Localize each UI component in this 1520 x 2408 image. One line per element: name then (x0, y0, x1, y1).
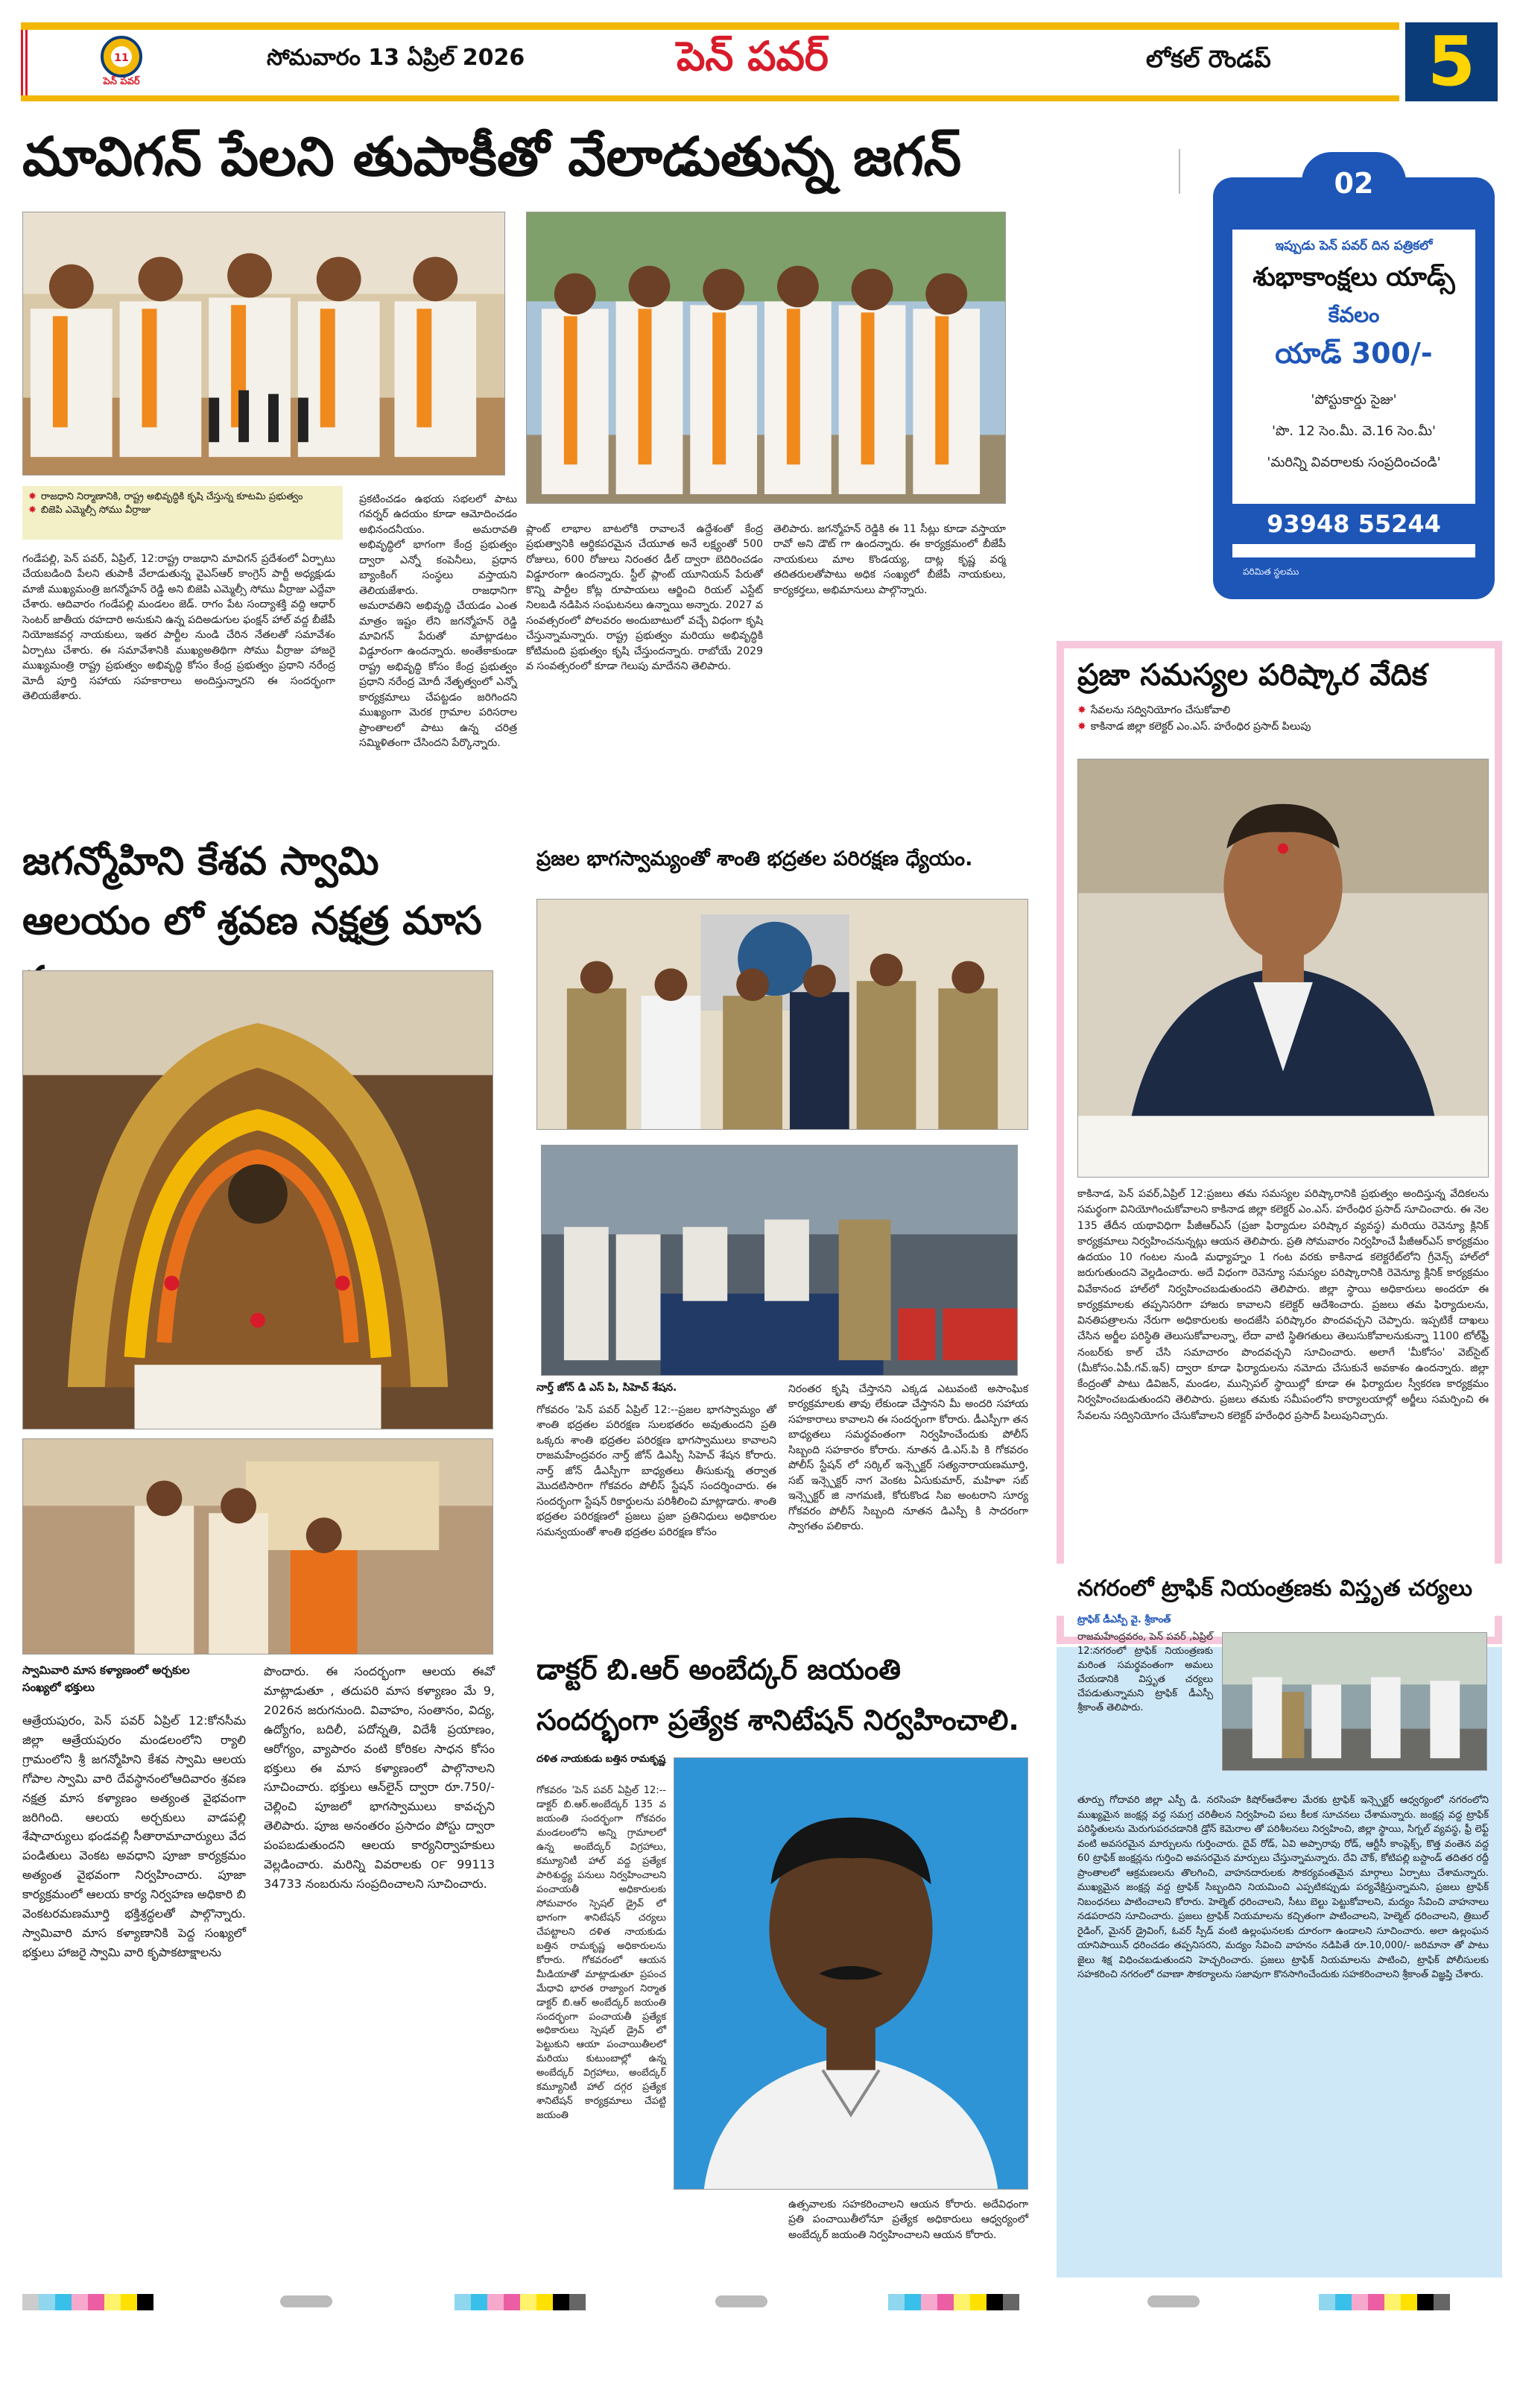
story4-headline: డాక్టర్ బి.ఆర్ అంబేద్కర్ జయంతి సందర్భంగా ప్రత్యేక శానిటేషన్ నిర్వహించాలి. (536, 1653, 1019, 1737)
story1-col4: తెలిపారు. జగన్మోహన్ రెడ్డికి ఈ 11 సీట్లు కూడా వస్తాయా రావో అని డౌట్ గా ఉందన్నారు. ఈ కార్యక్రమంలో బీజేపీ నాయకులు మాల కొండయ్య, దాట్ల కృష్ణ వర్మ తదితరులతోపాటు అధిక సంఖ్యలో బీజేపీ నాయకులు, కార్యకర్తలు, అభిమానులు పాల్గొన్నారు. (773, 523, 1006, 596)
ad-line5: 'పోస్టుకార్డు సైజు' (1311, 392, 1397, 408)
story5-bullet-1: ✸ సేవలను సద్వినియోగం చేసుకోవాలి (1077, 704, 1231, 716)
story4-photo-portrait (674, 1757, 1028, 2190)
story1-caption-1: ✸ రాజధాని నిర్మాణానికి, రాష్ట్ర అభివృద్ధికి కృషి చేస్తున్న కూటమి ప్రభుత్వం (28, 491, 303, 502)
color-registration-bar-2 (455, 2294, 586, 2310)
story4-byline: దళిత నాయకుడు బత్తిన రామకృష్ణ (536, 1754, 666, 1765)
story3-headline: ప్రజల భాగస్వామ్యంతో శాంతి భద్రతల పరిరక్షణ ధ్యేయం. (536, 847, 973, 870)
story2-caption: స్వామివారి మాస కళ్యాణంలో అర్చకుల సంఖ్యలో భక్తులు (22, 1663, 190, 1694)
ad-line1: ఇప్పుడు పెన్ పవర్ దిన పత్రికలో (1275, 238, 1433, 253)
bullet-icon: ✸ (28, 505, 37, 516)
svg-text:11: 11 (114, 52, 129, 64)
masthead-title: పెన్ పవర్ (677, 33, 829, 80)
story1-caption-2: ✸ బిజెపి ఎమ్మెల్సీ సోము వీర్రాజు (28, 505, 151, 516)
story3-photo-dsp (536, 899, 1028, 1130)
story5-body: కాకినాడ, పెన్ పవర్,ఏప్రిల్ 12:ప్రజలు తమ సమస్యల పరిష్కారానికి ప్రభుత్వం అందిస్తున్న వేదికలను సమర్థంగా వినియోగించుకోవాలని కాకినాడ జిల్లా కలెక్టర్ ఎం.ఎస్. హరేంధిర ప్రసాద్ సూచించారు. ఈ నెల 135 తేదీన యథావిధిగా పీజీఆర్ఎస్ (ప్రజా ఫిర్యాదుల పరిష్కార వ్యవస్థ) మరియు రెవెన్యూ క్లినిక్ కార్యక్రమాలు నిర్వహించనున్నట్లు ఆయన తెలిపారు. ప్రతి సోమవారం నిర్వహించే పీజీఆర్ఎస్ కార్యక్రమం ఉదయం 10 గంటల నుండి మధ్యాహ్నం 1 గంట వరకు కాకినాడ కలెక్టరేట్‌లోని గ్రీవెన్స్ హాల్‌లో జరుగుతుందని వెల్లడించారు. అదే విధంగా రెవెన్యూ సమస్యల పరిష్కారానికి రెవెన్యూ క్లినిక్ కార్యక్రమం వివేకానంద హాల్‌లో నిర్వహించబడుతుందని తెలిపారు. జిల్లా స్థాయి అధికారులు అందరూ ఈ కార్యక్రమాలకు తప్పనిసరిగా హాజరు కావాలని కలెక్టర్ ఆదేశించారు. ప్రజలు తమ ఫిర్యాదులను, వినతిపత్రాలను నేరుగా అధికారులకు అందజేసి పరిష్కారం పొందవచ్చని చెప్పారు. ఇప్పటికే దాఖలు చేసిన అర్జీల పరిస్థితి తెలుసుకోవాలన్నా, లేదా వాటి స్థితిగతులు తెలుసుకోవాలనుకున్నా 1100 టోల్‌ఫ్రీ నంబర్‌కు కాల్ చేసి సమాచారం పొందవచ్చని సూచించారు. అలాగే 'మీకోసం' వెబ్‌సైట్ (మీకోసం.ఏపీ.గవ్.ఇన్) ద్వారా కూడా ఫిర్యాదులను నమోదు చేసుకునే అవకాశం ఉందన్నారు. జిల్లా కేంద్రంతో పాటు డివిజన్, మండల, మున్సిపల్ స్థాయిల్లో కూడా ఈ ఫిర్యాదుల స్వీకరణ కార్యక్రమం నిర్వహించబడుతుందని తెలిపారు. ప్రజలు తమకు సమీపంలోని కార్యాలయాల్లో అర్జీలు సమర్పించి ఈ సేవలను సద్వినియోగం చేసుకోవాలని కలెక్టర్ హరేంధిర ప్రసాద్ పిలుపునిచ్చారు. (1077, 1188, 1489, 1422)
story4-col1: గోకవరం 'పెన్ పవర్ ఏప్రిల్ 12:-- డాక్టర్ బి.ఆర్.అంబేద్కర్ 135 వ జయంతి సందర్భంగా గోకవరం మండలంలోని అన్ని గ్రామాలలో ఉన్న అంబేద్కర్ విగ్రహాలు, కమ్యూనిటీ హాల్ వద్ద ప్రత్యేక పారిశుద్ధ్య పనులు నిర్వహించాలని పంచాయతీ అధికారులకు సోమవారం స్పెషల్ డ్రైవ్ లో భాగంగా శానిటేషన్ చర్యలు చేపట్టాలని దళిత నాయకుడు బత్తిన రామకృష్ణ అధికారులను కోరారు. గోకవరంలో ఆయన మీడియాతో మాట్లాడుతూ ప్రపంచ మేధావి భారత రాజ్యాంగ నిర్మాత డాక్టర్ బి.ఆర్ అంబేద్కర్ జయంతి సందర్భంగా పంచాయతీ ప్రత్యేక అధికారులు స్పెషల్ డ్రైవ్ లో పెట్టుకుని ఆయా పంచాయితీలలో మరియు కుటుంబాల్లో ఉన్న అంబేద్కర్ విగ్రహాలు, అంబేద్కర్ కమ్యూనిటీ హాల్ దగ్గర ప్రత్యేక శానిటేషన్ కార్యక్రమాలు చేపట్టి జయంతి (536, 1785, 666, 2122)
ad-line7: 'మరిన్ని వివరాలకు సంప్రదించండి' (1267, 455, 1441, 470)
ad-phone: 93948 55244 (1232, 504, 1475, 544)
story2-photo-deity (22, 970, 493, 1429)
ad-line3: కేవలం (1328, 303, 1380, 327)
story4-col2: ఉత్సవాలకు సహకరించాలని ఆయన కోరారు. అదేవిధంగా ప్రతి పంచాయితీలోనూ ప్రత్యేక అధికారులు ఆధ్వర్యంలో అంబేద్కర్ జయంతి నిర్వహించాలని ఆయన కోరారు. (788, 2199, 1028, 2241)
story2-col2: పొందారు. ఈ సందర్భంగా ఆలయ ఈవో మాట్లాడుతూ , తదుపరి మాస కళ్యాణం మే 9, 2026న జరుగనుంది. వివాహం, సంతానం, విద్య, ఉద్యోగం, బదిలీ, పదోన్నతి, విదేశీ ప్రయాణం, ఆరోగ్యం, వ్యాపారం వంటి కోరికల సాధన కోసం భక్తులు ఈ మాస కళ్యాణంలో పాల్గొనాలని సూచించారు. భక్తులు ఆన్‌లైన్ ద్వారా రూ.750/- చెల్లించి పూజలో భాగస్వాములు కావచ్చని తెలిపారు. పూజ అనంతరం ప్రసాదం పోస్టు ద్వారా పంపబడుతుందని ఆలయ కార్యనిర్వాహకులు వెల్లడించారు. మరిన్ని వివరాలకు ౦౯ 99113 34733 నంబరును సంప్రదించాలని సూచించారు. (264, 1664, 495, 1891)
story2-col1: ఆత్రేయపురం, పెన్ పవర్ ఏప్రిల్ 12:కోనసీమ జిల్లా ఆత్రేయపురం మండలంలోని ర్యాలి గ్రామంలోని శ్రీ జగన్మోహిని కేశవ స్వామి ఆలయ గోపాల స్వామి వారి దేవస్థానంలోఆదివారం శ్రవణ నక్షత్ర మాస కళ్యాణం అత్యంత వైభవంగా జరిగింది. ఆలయ అర్చకులు వాడపల్లి శేషాచార్యులు భండవల్లి సీతారామాచార్యులు వేద పండితులు వెంకట అవధాని పూజా కార్యక్రమం అత్యంత వైభవంగా నిర్వహించారు. పూజా కార్యక్రమంలో ఆలయ కార్య నిర్వహణ అధికారి బి వెంకటరమణమూర్తి భక్తిశ్రద్ధలతో పాల్గొన్నారు. స్వామివారి మాస కళ్యాణానికి పెద్ద సంఖ్యలో భక్తులు హాజరై స్వామి వారి కృపాకటాక్షాలను (22, 1713, 246, 1959)
story1-col3: ప్లాంట్ లాభాల బాటలోకి రావాలనే ఉద్దేశంతో కేంద్ర ప్రభుత్వానికి ఆర్థికపరమైన చేయూత అనే లక్ష్యంతో 500 రోజులు, 600 రోజులు నిరంతర డీల్ ద్వారా బెదిరించడం విడ్డూరంగా ఉందన్నారు. స్టీల్ ప్లాంట్ యూనియన్ పేరుతో కొన్ని పార్టీల కోట్ల రూపాయలు ఆర్జించి రియల్ ఎస్టేట్ నిలబడి నడిపిన సంఘటనలు ఉన్నాయి అన్నారు. 2027 వ సంవత్సరంలో పోలవరం అందుబాటులో వచ్చే విధంగా కృషి చేస్తున్నామన్నారు. రాష్ట్ర ప్రభుత్వం మరియు అభివృద్ధికి కోటిమంది ప్రభుత్వం కృషి చేస్తుందన్నారు. రాబోయే 2029 వ సంవత్సరంలో కూడా గెలుపు మాదేనని తెలిపారు. (526, 523, 763, 672)
column-divider (1179, 149, 1180, 194)
page-number: 5 (1405, 22, 1498, 101)
story2-headline: జగన్మోహిని కేశవ స్వామి ఆలయం లో శ్రవణ నక్షత్ర మాస (22, 839, 482, 944)
story6-headline: నగరంలో ట్రాఫిక్ నియంత్రణకు విస్తృత చర్యలు (1077, 1576, 1473, 1602)
color-registration-bar-1 (22, 2294, 153, 2310)
story1-col2: ప్రకటించడం ఉభయ సభలలో పాటు గవర్నర్ ఉదయం కూడా ఆమోదించడం అభినందనీయం. అమరావతి అభివృద్ధిలో భాగంగా కేంద్ర ప్రభుత్వం ద్వారా ఎన్నో కంపెనీలు, ప్రధాన బ్యాంకింగ్ సంస్థలు వస్తాయని తెలియజేశారు. రాజధానిగా అమరావతిని అభివృద్ధి చేయడం ఎంత మాత్రం ఇష్టం లేని జగన్మోహన్ రెడ్డి మావిగన్ పేరుతో మాట్లాడటం విడ్డూరంగా ఉందన్నారు. అంతేకాకుండా రాష్ట్ర అభివృద్ధి కోసం కేంద్ర ప్రభుత్వం ప్రధాని నరేంద్ర మోదీ నేతృత్వంలో ఎన్నో కార్యక్రమాలు చేపట్టడం జరిగిందని ముఖ్యంగా మెరక గ్రామాల పరిసరాల ప్రాంతాలలో పాటు ఉన్న చరిత్ర సమ్మిళితంగా చేసిందని పేర్కొన్నారు. (359, 493, 517, 749)
story1-photo-right (526, 212, 1006, 504)
story3-caption: నార్త్ జోన్ డి ఎస్ పి, సిహెచ్ శేషన. (536, 1382, 677, 1394)
story6-lead: రాజమహేంద్రవరం, పెన్ పవర్ ,ఏప్రిల్ 12:నగరంలో ట్రాఫిక్ నియంత్రణకు మరింత సమర్థవంతంగా అమలు చేయడానికి విస్తృత చర్యలు చేపడుతున్నామని ట్రాఫిక్ డీఎస్పీ శ్రీకాంత్ తెలిపారు. (1077, 1631, 1213, 1713)
story5-bullet-2: ✸ కాకినాడ జిల్లా కలెక్టర్ ఎం.ఎస్. హరేంధిర ప్రసాద్ పిలుపు (1077, 721, 1311, 733)
logo-text: పెన్ పవర్ (103, 76, 140, 87)
registration-pill-3 (1147, 2295, 1200, 2307)
story1-caption-box (22, 486, 343, 540)
story5-photo-collector (1077, 759, 1489, 1178)
story2-photo-ritual (22, 1438, 493, 1655)
registration-pill-1 (280, 2295, 332, 2307)
ad-line2: శుభాకాంక్షలు యాడ్స్ (1253, 262, 1455, 292)
issue-date: సోమవారం 13 ఏప్రిల్ 2026 (267, 45, 525, 71)
story5-bullets (1077, 702, 1495, 736)
story3-col2: నిరంతర కృషి చేస్తానని ఎక్కడ ఎటువంటి అసాంఘిక కార్యక్రమాలకు తావు లేకుండా చేస్తానని మీ అందరి సహాయ సహకారాలు కావాలని ఈ సందర్భంగా కోరారు. డీఎస్పీగా తన బాధ్యతలు సమర్థవంతంగా నిర్వహించేందుకు పోలీస్ సిబ్బంది సహకారం కోరారు. నూతన డి.ఎస్.పి కి గోకవరం పోలీస్ స్టేషన్ లో సర్కిల్ ఇన్స్పెక్టర్ సత్యనారాయణమూర్తి, సబ్ ఇన్స్పెక్టర్ నాగ వెంకట ఏసుకుమార్, మహిళా సబ్ ఇన్స్పెక్టర్ జి నాగమణి, కోరుకొండ సిఐ అంటరాని సూర్య గోకవరం పోలీస్ సిబ్బంది నూతన డిఎస్పీ కి సాదరంగా స్వాగతం పలికారు. (788, 1383, 1028, 1532)
story1-headline: మావిగన్ పేలని తుపాకీతో వేలాడుతున్న జగన్ (22, 125, 962, 188)
story1-photo-left (22, 212, 505, 475)
bullet-icon: ✸ (1077, 721, 1086, 733)
story5-headline: ప్రజా సమస్యల పరిష్కార వేదిక (1077, 658, 1428, 692)
ad-box (1213, 167, 1495, 599)
masthead-top-rule (21, 22, 1399, 30)
story6-body: తూర్పు గోదావరి జిల్లా ఎస్పీ డి. నరసింహ కిషోర్ఆదేశాల మేరకు ట్రాఫిక్ ఇన్స్పెక్టర్ ఆధ్వర్యంలో నగరంలోని ముఖ్యమైన జంక్షన్ల వద్ద సమగ్ర చరితీలన నిర్వహించి పలు కీలక సూచనలు చేశామన్నారు. జంక్షన్ల వద్ద ట్రాఫిక్ పరిస్థితులను మెరుగుపరచడానికి డ్రోన్ కెమెరాల తో పరిశీలనలు నిర్వహించి, జిల్లా స్థాయి, సిగ్నల్ వ్యవస్థ, ఫ్రీ లెఫ్ట్ వంటి అవసరమైన మార్పులను గుర్తించారు. దైవ్ రోడ్, ఏవి అప్పారావు రోడ్, ఆర్టీసీ కాంప్లెక్స్, కొత్త వంతెన వద్ద 60 ట్రాఫిక్ జంక్షన్లను గుర్తించి అవసరమైన మార్పులు చేస్తున్నామన్నారు. దేవి చౌక్, కోటిపల్లి బస్టాండ్ తదితర రద్దీ ప్రాంతాలలో ఆక్రమణలను తొలగించి, వాహనదారులకు సౌకర్యవంతమైన మార్గాలు ఏర్పాటు చేశామన్నారు. ముఖ్యమైన జంక్షన్ల వద్ద ట్రాఫిక్ సిబ్బందిని నియమించి ఎప్పటికప్పుడు పర్యవేక్షిస్తున్నామని, ప్రజలు ట్రాఫిక్ నిబంధనలు పాటించాలని కోరారు. హెల్మెట్ ధరించాలని, సీటు బెల్టు పెట్టుకోవాలని, మద్యం సేవించి వాహనాలు నడపరాదని సూచించారు. ప్రజలు ట్రాఫిక్ నియమాలను కచ్చితంగా పాటించాలని, హెల్మెట్ ధరించాలని, త్రిబుల్ రైడింగ్, మైనర్ డ్రైవింగ్, ఓవర్ స్పీడ్ వంటి ఉల్లంఘనలకు దూరంగా ఉండాలని సూచించారు. అలా ఉల్లంఘన యానిపాయిన్ ధరించడం తప్పనిసరని, మద్యం సేవించి వాహనం నడిపితే రూ.10,000/- జరిమానా తో పాటు జైలు శిక్ష విధించబడుతుందని హెచ్చరించారు. ప్రజలు ట్రాఫిక్ నియమాలను పాటించి, ట్రాఫిక్ పోలీసులకు సహకరించి నగరంలో రవాణా సౌకర్యాలను సజావుగా కొనసాగించేందుకు సహకరించాలని శ్రీకాంత్ విజ్ఞప్తి చేశారు. (1077, 1795, 1489, 1980)
story6-photo-traffic (1222, 1632, 1487, 1771)
masthead-bottom-rule (21, 95, 1399, 101)
logo (88, 33, 155, 92)
story3-photo-station (541, 1145, 1018, 1376)
ad-number: 02 (1334, 167, 1374, 200)
ad-footer: పరిమిత స్థలము (1243, 566, 1299, 577)
ad-line4: యాడ్ 300/- (1275, 337, 1433, 370)
story1-col1: గండేపల్లి, పెన్ పవర్, ఏప్రిల్, 12:రాష్ట్ర రాజధాని మావిగన్ ప్రదేశంలో ఏర్పాటు చేయబడింది పేలని తుపాకీ వేలాడుతున్న వైఎస్ఆర్ కాంగ్రెస్ పార్టీ అధ్యక్షుడు మాజీ ముఖ్యమంత్రి జగన్మోహన్ రెడ్డి అని బిజెపి ఎమ్మెల్సీ సోము వీర్రాజు ఎద్దేవా చేశారు. ఆదివారం గండేపల్లి మండలం జెడ్. రాగం పేట సంద్యాశక్తి వద్ది ఆధార్ సెంటర్ జాతీయ రహదారి అనుకుని ఉన్న పదిఅడుగుల ఫంక్షన్ హాల్ వద్ద బీజేపీ నియోజకవర్గ నాయకులు, ఇతర పార్టీల నుండి చేరిన నేతలతో సమావేశం ఏర్పాటు చేశారు. ఈ సమావేశానికి ముఖ్యఅతిథిగా సోము వీర్రాజు హాజరై ముఖ్యమంత్రి రాష్ట్ర ప్రభుత్వం అభివృద్ధి కోసం కేంద్ర ప్రభుత్వం ప్రధాని నరేంద్ర మోదీ పూర్తి సహాయ సహకారాలు అందిస్తున్నారని ఈ సందర్భంగా తెలియజేశారు. (22, 553, 335, 702)
color-registration-bar-3 (888, 2294, 1019, 2310)
masthead-left-stripes (21, 30, 30, 95)
bullet-icon: ✸ (28, 491, 37, 502)
bullet-icon: ✸ (1077, 704, 1086, 716)
story3-col1: గోకవరం 'పెన్ పవర్ ఏప్రిల్ 12:--ప్రజల భాగస్వామ్యం తో శాంతి భద్రతల పరిరక్షణ సులభతరం అవుతుందని ప్రతి ఒక్కరు శాంతి భద్రతల పరిరక్షణ భాగస్వాములు కావాలని రాజమహేంద్రవరం నార్త్ జోన్ డిఎస్పీ సిహెచ్ శేషన కోరారు. నార్త్ జోన్ డీఎస్పీగా బాధ్యతలు తీసుకున్న తర్వాత మొదటిసారిగా గోకవరం పోలీస్ స్టేషన్ సందర్శించారు. ఈ సందర్భంగా స్టేషన్ రికార్డులను పరిశీలించి మాట్లాడారు. శాంతి భద్రతల పరిరక్షణలో ప్రజలు ప్రజా ప్రతినిధులు అధికారుల సమన్వయంతో శాంతి భద్రతల పరిరక్షణ కోసం (536, 1404, 776, 1538)
color-registration-bar-4 (1319, 2294, 1450, 2310)
ad-line6: 'పొ. 12 సెం.మీ. వె.16 సెం.మీ' (1272, 423, 1436, 439)
masthead (21, 22, 1498, 101)
section-name: లోకల్ రౌండప్ (1146, 45, 1271, 73)
story6-byline: ట్రాఫిక్ డీఎస్పీ వై. శ్రీకాంత్ (1077, 1614, 1171, 1625)
registration-pill-2 (715, 2295, 767, 2307)
